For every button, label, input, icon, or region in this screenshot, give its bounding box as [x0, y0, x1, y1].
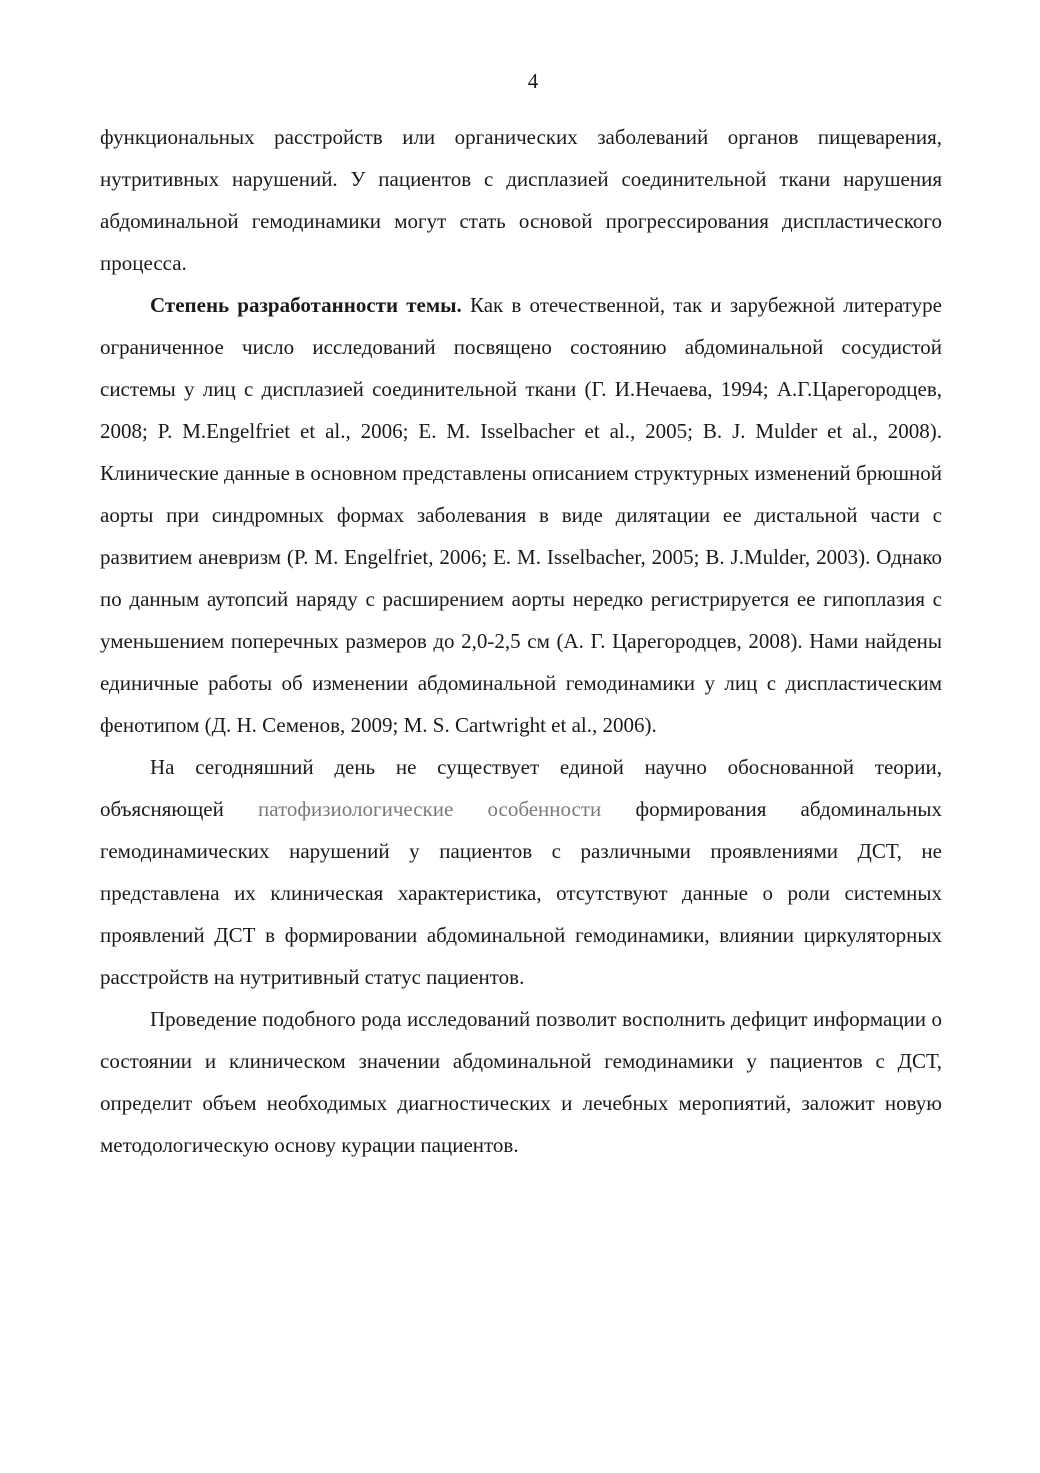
paragraph-text: формирования абдоминальных гемодинамических нарушений у пациентов с различными проявлениями ДСТ, не представлена их клиническая характеристика, отсутствуют данные о роли системных проявлений ДСТ в формировании абдоминальной гемодинамики, влиянии циркуляторных расстройств на нутритивный статус пациентов. — [100, 797, 942, 989]
paragraph-continuation: функциональных расстройств или органических заболеваний органов пищеварения, нутритивных нарушений. У пациентов с дисплазией соединительной ткани нарушения абдоминальной гемодинамики могут стать основой прогрессирования диспластического процесса. — [100, 125, 942, 275]
paragraph-text-gray: патофизиологические особенности — [257, 797, 602, 821]
paragraph-text: На сегодняшний день не существует единой научно обоснованной теории, объясняющей — [100, 755, 942, 821]
paragraph-research-value: Проведение подобного рода исследований позволит восполнить дефицит информации о состоянии и клиническом значении абдоминальной гемодинамики у пациентов с ДСТ, определит объем необходимых диагностических и лечебных меропиятий, заложит новую методологическую основу курации пациентов. — [100, 1007, 942, 1157]
paragraph-text: Как в отечественной, так и зарубежной литературе ограниченное число исследований посвящено состоянию абдоминальной сосудистой системы у лиц с дисплазией соединительной ткани (Г. И.Нечаева, 1994; А.Г.Царегородцев, 2008; P. M.Engelfriet et al., 2006; E. M. Isselbacher et al., 2005; B. J. Mulder et al., 2008). Клинические данные в основном представлены описанием структурных изменений брюшной аорты при синдромных формах заболевания в виде дилятации ее дистальной части с развитием аневризм (P. M. Engelfriet, 2006; E. M. Isselbacher, 2005; B. J.Mulder, 2003). Однако по данным аутопсий наряду с расширением аорты нередко регистрируется ее гипоплазия с уменьшением поперечных размеров до 2,0-2,5 см (А. Г. Царегородцев, 2008). Нами найдены единичные работы об изменении абдоминальной гемодинамики у лиц с диспластическим фенотипом (Д. Н. Семенов, 2009; M. S. Cartwright et al., 2006). — [100, 293, 942, 737]
document-body — [100, 116, 942, 1166]
paragraph-topic-development — [100, 284, 942, 746]
paragraph-current-state — [100, 746, 942, 998]
page-number: 4 — [527, 69, 539, 93]
section-heading-inline: Степень разработанности темы. — [150, 293, 462, 317]
